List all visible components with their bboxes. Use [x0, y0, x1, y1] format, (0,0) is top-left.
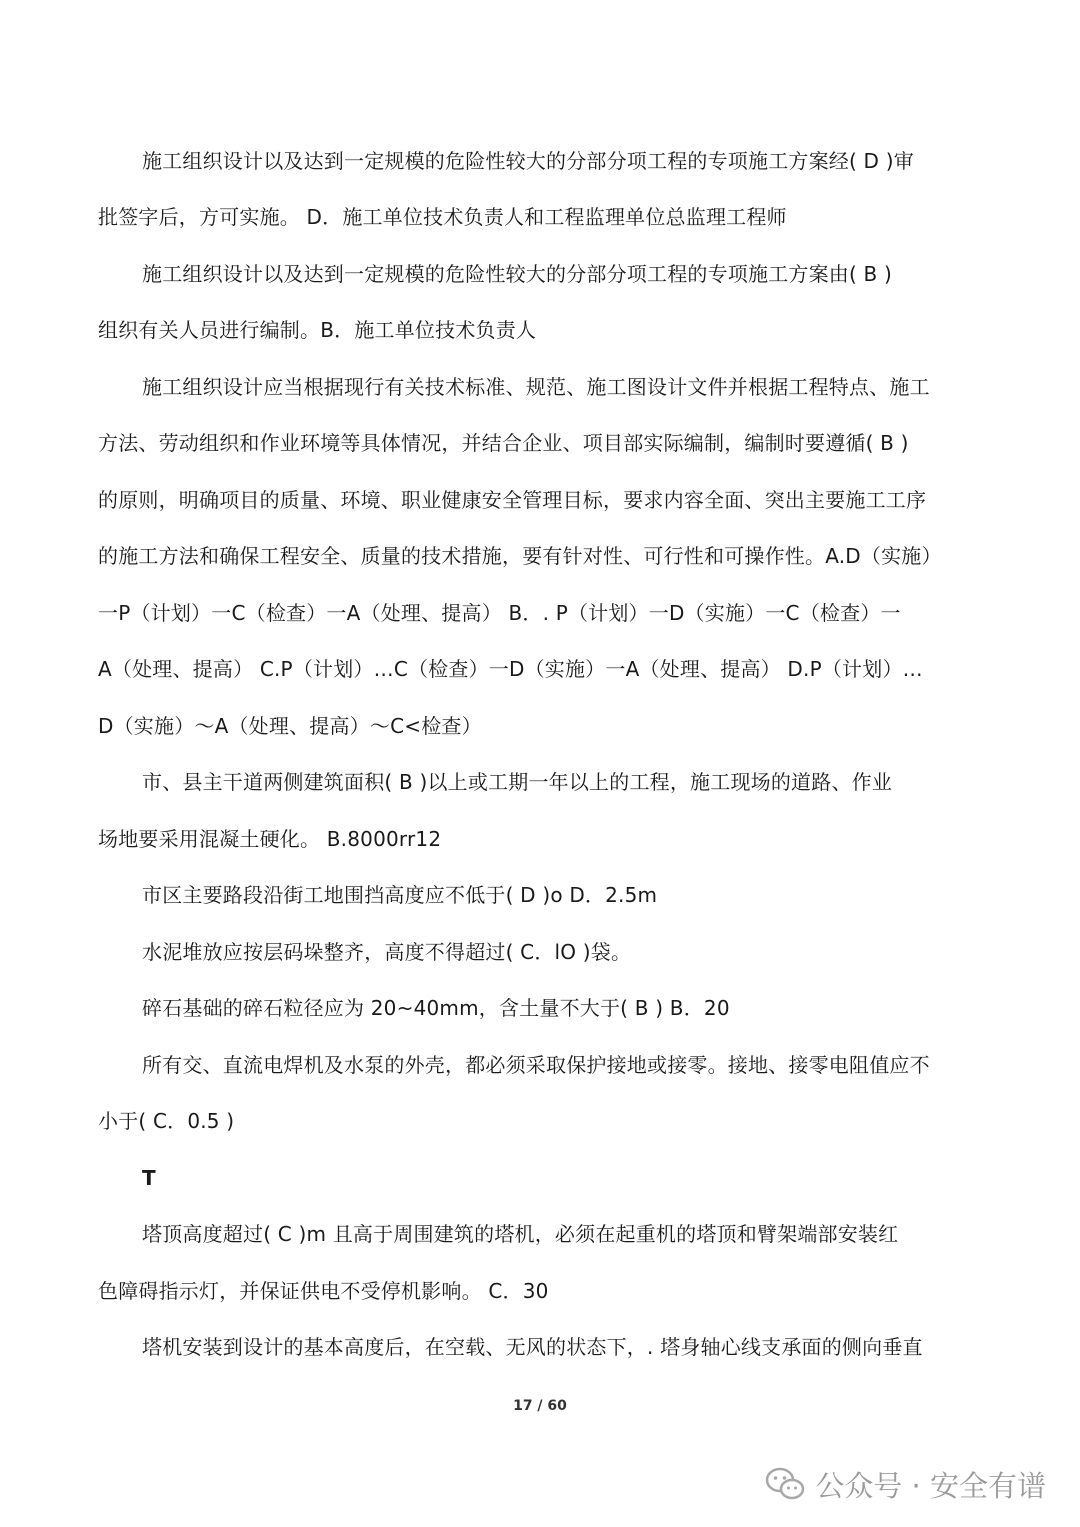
paragraph-line: 方法、劳动组织和作业环境等具体情况，并结合企业、项目部实际编制，编制时要遵循( B ): [98, 431, 909, 455]
paragraph-line: 塔顶高度超过( C )m 且高于周围建筑的塔机，必须在起重机的塔顶和臂架端部安装红: [142, 1222, 899, 1246]
paragraph-line: 的施工方法和确保工程安全、质量的技术措施，要有针对性、可行性和可操作性。A.D（实施）: [98, 544, 942, 568]
paragraph-line: 市、县主干道两侧建筑面积( B )以上或工期一年以上的工程，施工现场的道路、作业: [142, 770, 893, 794]
paragraph-line: 色障碍指示灯，并保证供电不受停机影响。 C．30: [98, 1279, 549, 1303]
watermark: [765, 1462, 1046, 1506]
paragraph-line: 市区主要路段沿街工地围挡高度应不低于( D )o D．2.5m: [142, 883, 658, 907]
paragraph-line: 场地要采用混凝土硬化。 B.8000rr12: [98, 827, 442, 851]
wechat-icon: [765, 1466, 805, 1502]
paragraph-line: D（实施）～A（处理、提高）～C<检查）: [98, 714, 482, 738]
page-number: 17 / 60: [513, 1398, 567, 1414]
paragraph-line: 一P（计划）一C（检查）一A（处理、提高） B．. P（计划）一D（实施）一C（检查）一: [98, 601, 901, 625]
paragraph-line: 碎石基础的碎石粒径应为 20~40mm，含土量不大于( B ) B．20: [142, 996, 730, 1020]
paragraph-line: 施工组织设计应当根据现行有关技术标准、规范、施工图设计文件并根据工程特点、施工: [142, 375, 930, 399]
paragraph-line: 施工组织设计以及达到一定规模的危险性较大的分部分项工程的专项施工方案经( D )审: [142, 149, 914, 173]
paragraph-line: 批签字后，方可实施。 D．施工单位技术负责人和工程监理单位总监理工程师: [98, 205, 787, 229]
paragraph-line: A（处理、提高） C.P（计划）…C（检查）一D（实施）一A（处理、提高） D.P（计划）…: [98, 657, 923, 681]
paragraph-line: 组织有关人员进行编制。B．施工单位技术负责人: [98, 318, 537, 342]
paragraph-line: 施工组织设计以及达到一定规模的危险性较大的分部分项工程的专项施工方案由( B ): [142, 262, 893, 286]
section-heading: T: [142, 1166, 156, 1190]
paragraph-line: 水泥堆放应按层码垛整齐，高度不得超过( C．lO )袋。: [142, 940, 632, 964]
paragraph-line: 所有交、直流电焊机及水泵的外壳，都必须采取保护接地或接零。接地、接零电阻值应不: [142, 1053, 930, 1077]
paragraph-line: 的原则，明确项目的质量、环境、职业健康安全管理目标，要求内容全面、突出主要施工工序: [98, 488, 927, 512]
paragraph-line: 塔机安装到设计的基本高度后，在空载、无风的状态下，. 塔身轴心线支承面的侧向垂直: [142, 1335, 923, 1359]
watermark-text: 公众号 · 安全有谱: [815, 1468, 1046, 1503]
paragraph-line: 小于( C．0.5 ): [98, 1109, 235, 1133]
